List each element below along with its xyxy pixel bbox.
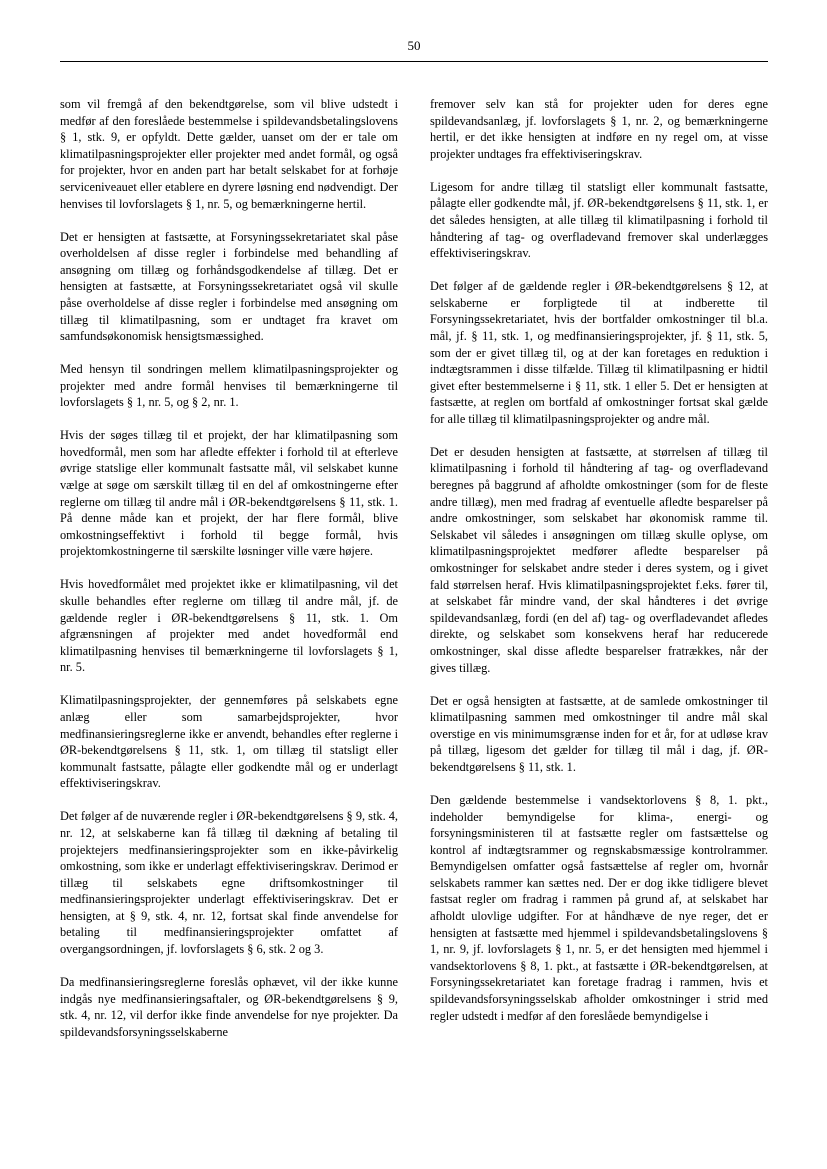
paragraph: Med hensyn til sondringen mellem klimatilpasningsprojekter og projekter med andre formål henvises til bemærkningerne til lovforslagets § 1, nr. 5, og § 2, nr. 1. <box>60 362 398 410</box>
header-rule <box>60 61 768 62</box>
right-column <box>430 96 768 1024</box>
left-column <box>60 96 398 1040</box>
paragraph: Ligesom for andre tillæg til statsligt eller kommunalt fastsatte, pålagte eller godkendte mål, jf. ØR-bekendtgørelsens § 11, stk. 1, er det således hensigten, at alle tillæg til klimatilpasning i forhold til håndtering af tag- og overfladevand fremover skal underlægges effektiviseringskrav. <box>430 179 768 261</box>
paragraph: Da medfinansieringsreglerne foreslås ophævet, vil der ikke kunne indgås nye medfinansieringsaftaler, og ØR-bekendtgørelsens § 9, stk. 4, nr. 12, vil derfor ikke finde anvendelse for nye projekter. Da spildevandsforsyningsselskaberne <box>60 975 398 1039</box>
paragraph: Klimatilpasningsprojekter, der gennemføres på selskabets egne anlæg eller som samarbejdsprojekter, hvor medfinansieringsreglerne ikke er anvendt, behandles efter reglerne i ØR-bekendtgørelsens § 11, stk. 1, om tillæg til statsligt eller kommunalt fastsatte, pålagte eller godkendte mål og er underlagt effektiviseringskrav. <box>60 693 398 791</box>
paragraph: Det er desuden hensigten at fastsætte, at størrelsen af tillæg til klimatilpasning i forhold til håndtering af tag- og overfladevand beregnes på baggrund af afholdte omkostninger (som for de fleste andre tillæg), men med fradrag af eventuelle afledte besparelser på andre omkostninger, som selskabet har økonomisk ramme til. Selskabet vil således i ansøgningen om tillæg skulle oplyse, om klimatilpasningsprojektet medfører afledte besparelser på omkostninger for selskabet andre steder i deres system, og i givet fald størrelsen heraf. Hvis klimatilpasningsprojektet f.eks. fører til, at selskabet får mindre vand, der skal håndteres i det øvrige spildevandsanlæg, fordi (en del af) tag- og overfladevandet afledes direkte, og selskabet som konsekvens heraf har reducerede omkostninger, skal disse afledte besparelser fratrækkes, når der gives tillæg. <box>430 444 768 675</box>
paragraph: Det er hensigten at fastsætte, at Forsyningssekretariatet skal påse overholdelsen af disse regler i forbindelse med behandling af ansøgning om tillæg og forhåndsgodkendelse af tillæg. Det er hensigten at fastsætte, at Forsyningssekretariatet også vil skulle påse overholdelse af disse regler i forbindelse med ansøgning om tillæg til klimatilpasning, som er undtaget fra kravet om samfundsøkonomisk hensigtsmæssighed. <box>60 229 398 344</box>
paragraph: Det følger af de nuværende regler i ØR-bekendtgørelsens § 9, stk. 4, nr. 12, at selskaberne kan få tillæg til dækning af betaling til projektejers medfinansieringsprojekter som en ikke-påvirkelig omkostning, som ikke er underlagt effektiviseringskrav. Derimod er tillæg til selskabets egne driftsomkostninger til medfinansieringsprojekter underlagt effektiviseringskrav. Det er hensigten, at § 9, stk. 4, nr. 12, fortsat skal finde anvendelse for betaling til medfinansieringsprojekter omfattet af overgangsordningen, jf. lovforslagets § 6, stk. 2 og 3. <box>60 809 398 957</box>
paragraph: som vil fremgå af den bekendtgørelse, som vil blive udstedt i medfør af den foreslåede bestemmelse i spildevandsbetalingslovens § 1, stk. 9, er opfyldt. Dette gælder, uanset om der er tale om klimatilpasningsprojekter eller projekter med andet formål, og også for projekter, hvor en anden part har betalt selskabet for at forhøje serviceniveauet eller etablere en dyrere løsning end nødvendigt. Der henvises til lovforslagets § 1, nr. 5, og bemærkningerne hertil. <box>60 97 398 211</box>
paragraph: Det følger af de gældende regler i ØR-bekendtgørelsens § 12, at selskaberne er forpligtede til at indberette til Forsyningssekretariatet, hvis der bortfalder omkostninger til bl.a. mål, jf. § 11, stk. 1, og medfinansieringsprojekter, jf. § 11, stk. 5, som der er givet tillæg til, og at der kan foretages en reduktion i indtægtsrammen i disse tilfælde. Tillæg til klimatilpasning er hidtil givet efter bestemmelserne i § 11, stk. 1 eller 5. Det er hensigten at fastsætte, at reglen om bortfald af omkostninger fortsat skal gælde for alle tillæg til klimatilpasningsprojekter og andre mål. <box>430 279 768 426</box>
paragraph: Det er også hensigten at fastsætte, at de samlede omkostninger til klimatilpasning sammen med omkostninger til andre mål skal overstige en vis minimumsgrænse inden for et år, for at udløse krav på tillæg, ligesom det gælder for tillæg til mål i dag, jf. ØR-bekendtgørelsens § 11, stk. 1. <box>430 693 768 774</box>
paragraph: Hvis der søges tillæg til et projekt, der har klimatilpasning som hovedformål, men som har afledte effekter i forhold til at efterleve øvrige statslige eller kommunalt fastsatte mål, vil selskabet kunne vælge at søge om særskilt tillæg til en del af omkostningerne efter reglerne om tillæg til andre mål i ØR-bekendtgørelsens § 11, stk. 1. På denne måde kan et projekt, der har flere formål, blive omkostningseffektivt i forhold til begge formål, hvis projektomkostningerne til særskilte løsninger ville være højere. <box>60 428 398 559</box>
paragraph: Den gældende bestemmelse i vandsektorlovens § 8, 1. pkt., indeholder bemyndigelse for klima-, energi- og forsyningsministeren til at fastsætte regler om fastsættelse og kontrol af indtægtsrammer og regnskabsmæssige kontrolrammer. Bemyndigelsen omfatter også fastsættelse af regler om, hvornår selskabets rammer kan sættes ned. Der er dog ikke tidligere blevet fastsat regler om fradrag i rammen på grund af, at selskabet har afholdt ulovlige udgifter. For at håndhæve de nye reger, det er hensigten at fastsætte med hjemmel i spildevandsbetalingslovens § 1, nr. 9, jf. lovforslagets § 1, nr. 5, er det hensigten med hjemmel i vandsektorlovens § 8, 1. pkt., at fastsætte i ØR-bekendtgørelsen, at Forsyningssekretariatet kan foretage fradrag i rammen, hvis et spildevandsforsyningsselskab afholder omkostninger i strid med regler udstedt i medfør af den foreslåede bemyndigelse i <box>430 792 768 1023</box>
paragraph: Hvis hovedformålet med projektet ikke er klimatilpasning, vil det skulle behandles efter reglerne om tillæg til andre mål, jf. de gældende regler i ØR-bekendtgørelsens § 11, stk. 1. Om afgrænsningen af projekter med andet hovedformål end klimatilpasning henvises til bemærkningerne til lovforslagets § 1, nr. 5. <box>60 577 398 675</box>
paragraph: fremover selv kan stå for projekter uden for deres egne spildevandsanlæg, jf. lovforslagets § 1, nr. 2, og bemærkningerne hertil, er det ikke hensigten at indføre en ny regel om, at visse projekter undtages fra effektiviseringskrav. <box>430 97 768 161</box>
page-number: 50 <box>407 38 421 53</box>
